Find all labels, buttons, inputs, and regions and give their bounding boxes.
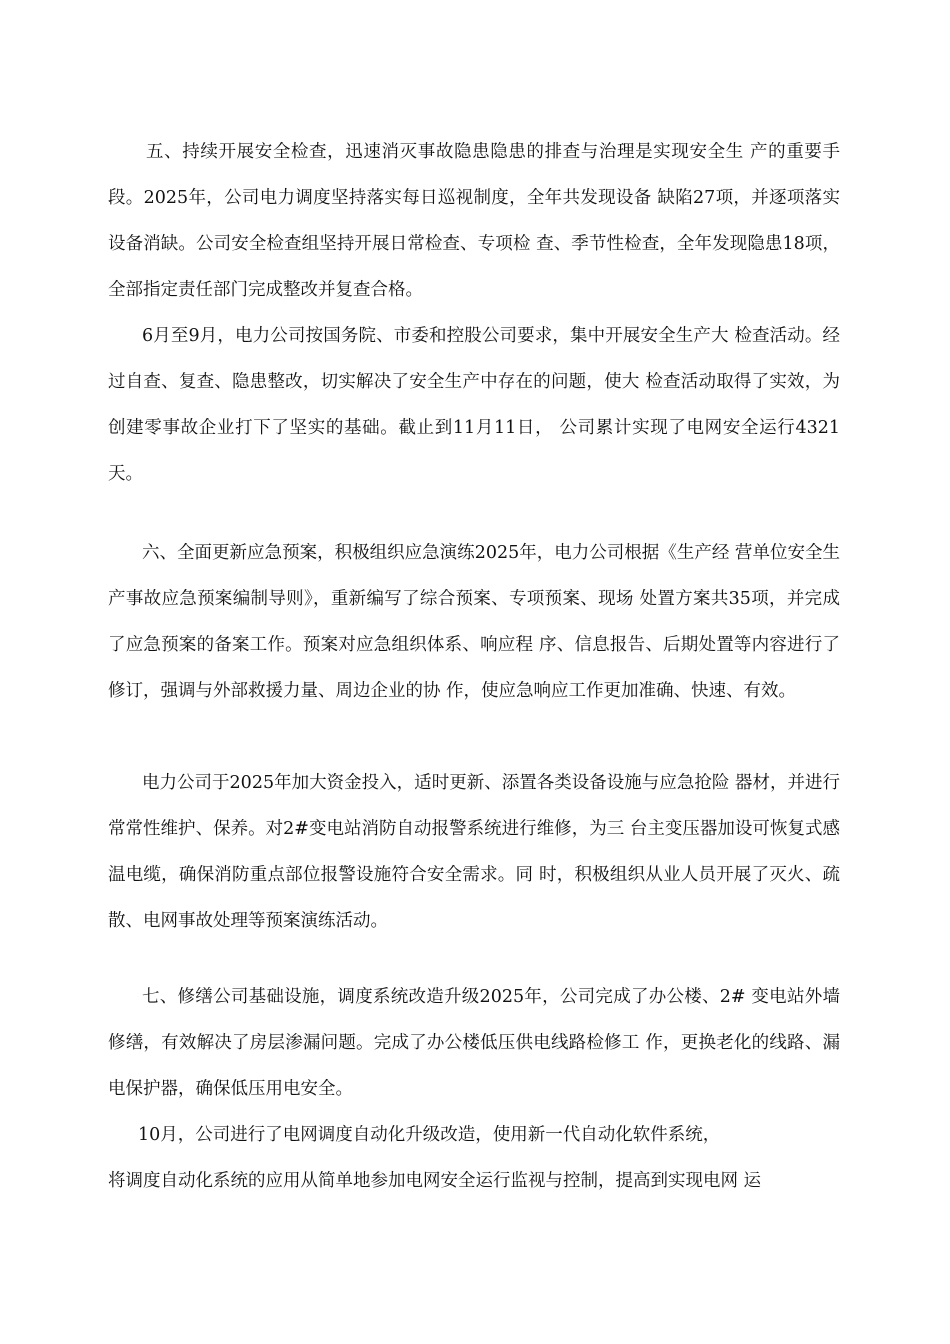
paragraph-infrastructure-repair: 七、修缮公司基础设施，调度系统改造升级2025年，公司完成了办公楼、2# 变电站外墙修缮，有效解决了房层渗漏问题。完成了办公楼低压供电线路检修工 作，更换老化的线路、漏电保护器，确保低压用电安全。 xyxy=(108,987,840,1099)
paragraph-emergency-plans: 六、全面更新应急预案，积极组织应急演练2025年，电力公司根据《生产经 营单位安全生产事故应急预案编制导则》，重新编写了综合预案、专项预案、现场 处置方案共35项，并完成了应急预案的备案工作。预案对应急组织体系、响应程 序、信息报告、后期处置等内容进行了修订，强调与外部救援力量、周边企业的协 作，使应急响应工作更加准确、快速、有效。 xyxy=(108,543,840,701)
paragraph-automation-continued: 将调度自动化系统的应用从简单地参加电网安全运行监视与控制，提高到实现电网 运 xyxy=(108,1171,762,1191)
paragraph-automation-upgrade: 10月，公司进行了电网调度自动化升级改造，使用新一代自动化软件系统， xyxy=(138,1125,721,1145)
paragraph-equipment-investment: 电力公司于2025年加大资金投入，适时更新、添置各类设备设施与应急抢险 器材，并进行常常性维护、保养。对2#变电站消防自动报警系统进行维修，为三 台主变压器加设可恢复式感温电缆，确保消防重点部位报警设施符合安全需求。同 时，积极组织从业人员开展了灭火、疏散、电网事故处理等预案演练活动。 xyxy=(108,773,840,931)
paragraph-safety-inspection: 五、持续开展安全检查，迅速消灭事故隐患隐患的排查与治理是实现安全生 产的重要手段。2025年，公司电力调度坚持落实每日巡视制度，全年共发现设备 缺陷27项，并逐项落实设备消缺。公司安全检查组坚持开展日常检查、专项检 查、季节性检查，全年发现隐患18项，全部指定责任部门完成整改并复查合格。 xyxy=(108,142,840,300)
paragraph-inspection-campaign: 6月至9月，电力公司按国务院、市委和控股公司要求，集中开展安全生产大 检查活动。经过自查、复查、隐患整改，切实解决了安全生产中存在的问题，使大 检查活动取得了实效，为创建零事故企业打下了坚实的基础。截止到11月11日， 公司累计实现了电网安全运行4321天。 xyxy=(108,326,840,484)
